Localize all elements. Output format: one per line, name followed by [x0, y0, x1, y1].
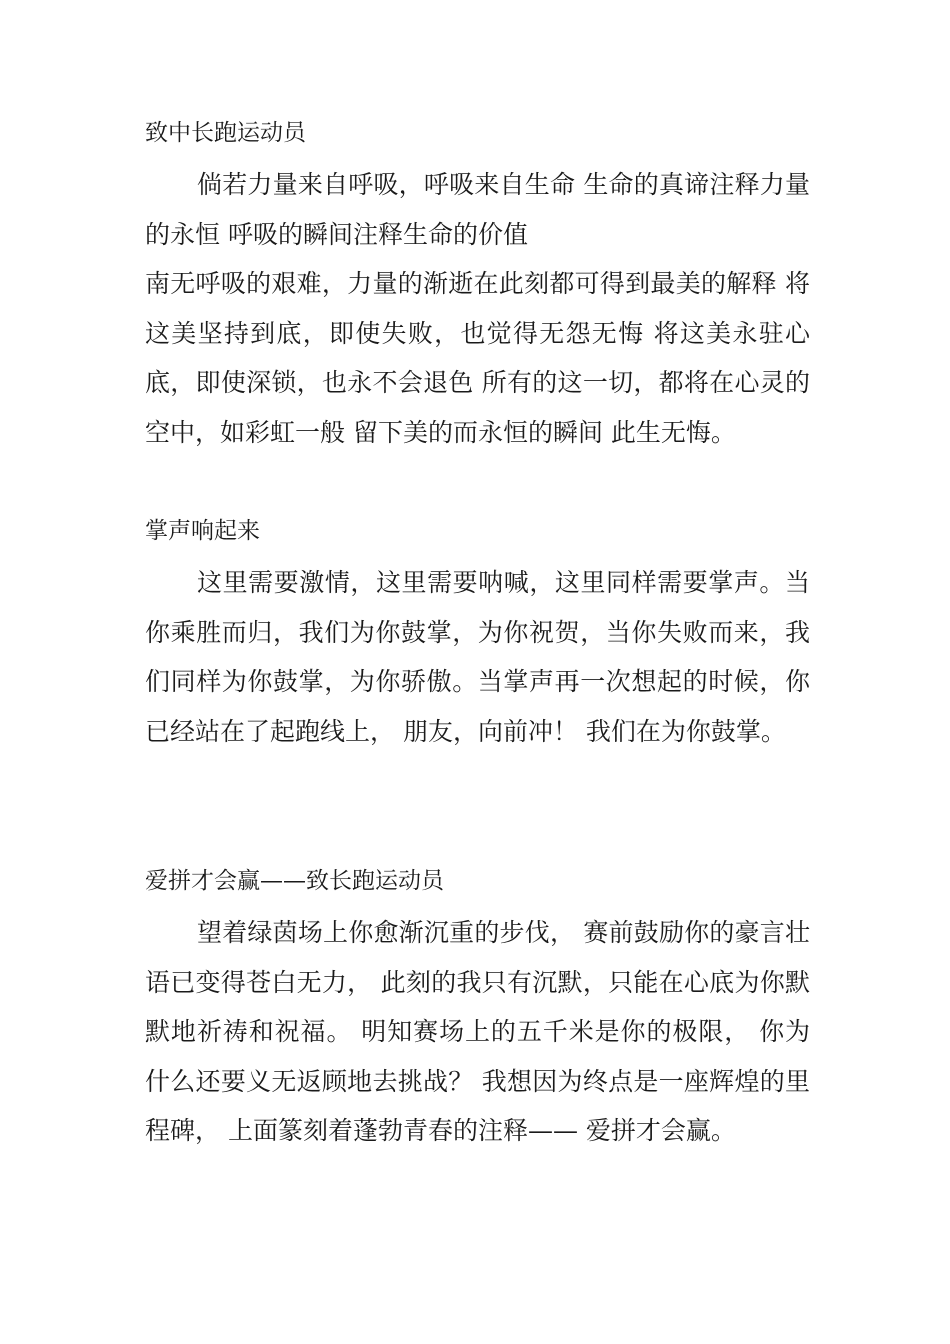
- section-body: [145, 160, 810, 457]
- paragraph: 南无呼吸的艰难，力量的渐逝在此刻都可得到最美的解释 将这美坚持到底，即使失败，也觉得无怨无悔 将这美永驻心底，即使深锁，也永不会退色 所有的这一切，都将在心灵的空中，如彩虹一般 留下美的而永恒的瞬间 此生无悔。: [145, 269, 810, 447]
- section-title: 掌声响起来: [145, 518, 260, 544]
- section-title: 爱拼才会赢——致长跑运动员: [145, 868, 444, 894]
- paragraph: 这里需要激情，这里需要呐喊，这里同样需要掌声。当你乘胜而归，我们为你鼓掌，为你祝贺，当你失败而来，我们同样为你鼓掌，为你骄傲。当掌声再一次想起的时候，你已经站在了起跑线上， 朋友，向前冲！ 我们在为你鼓掌。: [145, 568, 810, 746]
- paragraph: 望着绿茵场上你愈渐沉重的步伐， 赛前鼓励你的豪言壮语已变得苍白无力， 此刻的我只有沉默，只能在心底为你默默地祈祷和祝福。 明知赛场上的五千米是你的极限， 你为什么还要义无返顾地去挑战？ 我想因为终点是一座辉煌的里程碑， 上面篆刻着蓬勃青春的注释—— 爱拼才会赢。: [145, 918, 810, 1145]
- paragraph: 倘若力量来自呼吸，呼吸来自生命 生命的真谛注释力量的永恒 呼吸的瞬间注释生命的价值: [145, 170, 810, 249]
- section-title: 致中长跑运动员: [145, 120, 306, 146]
